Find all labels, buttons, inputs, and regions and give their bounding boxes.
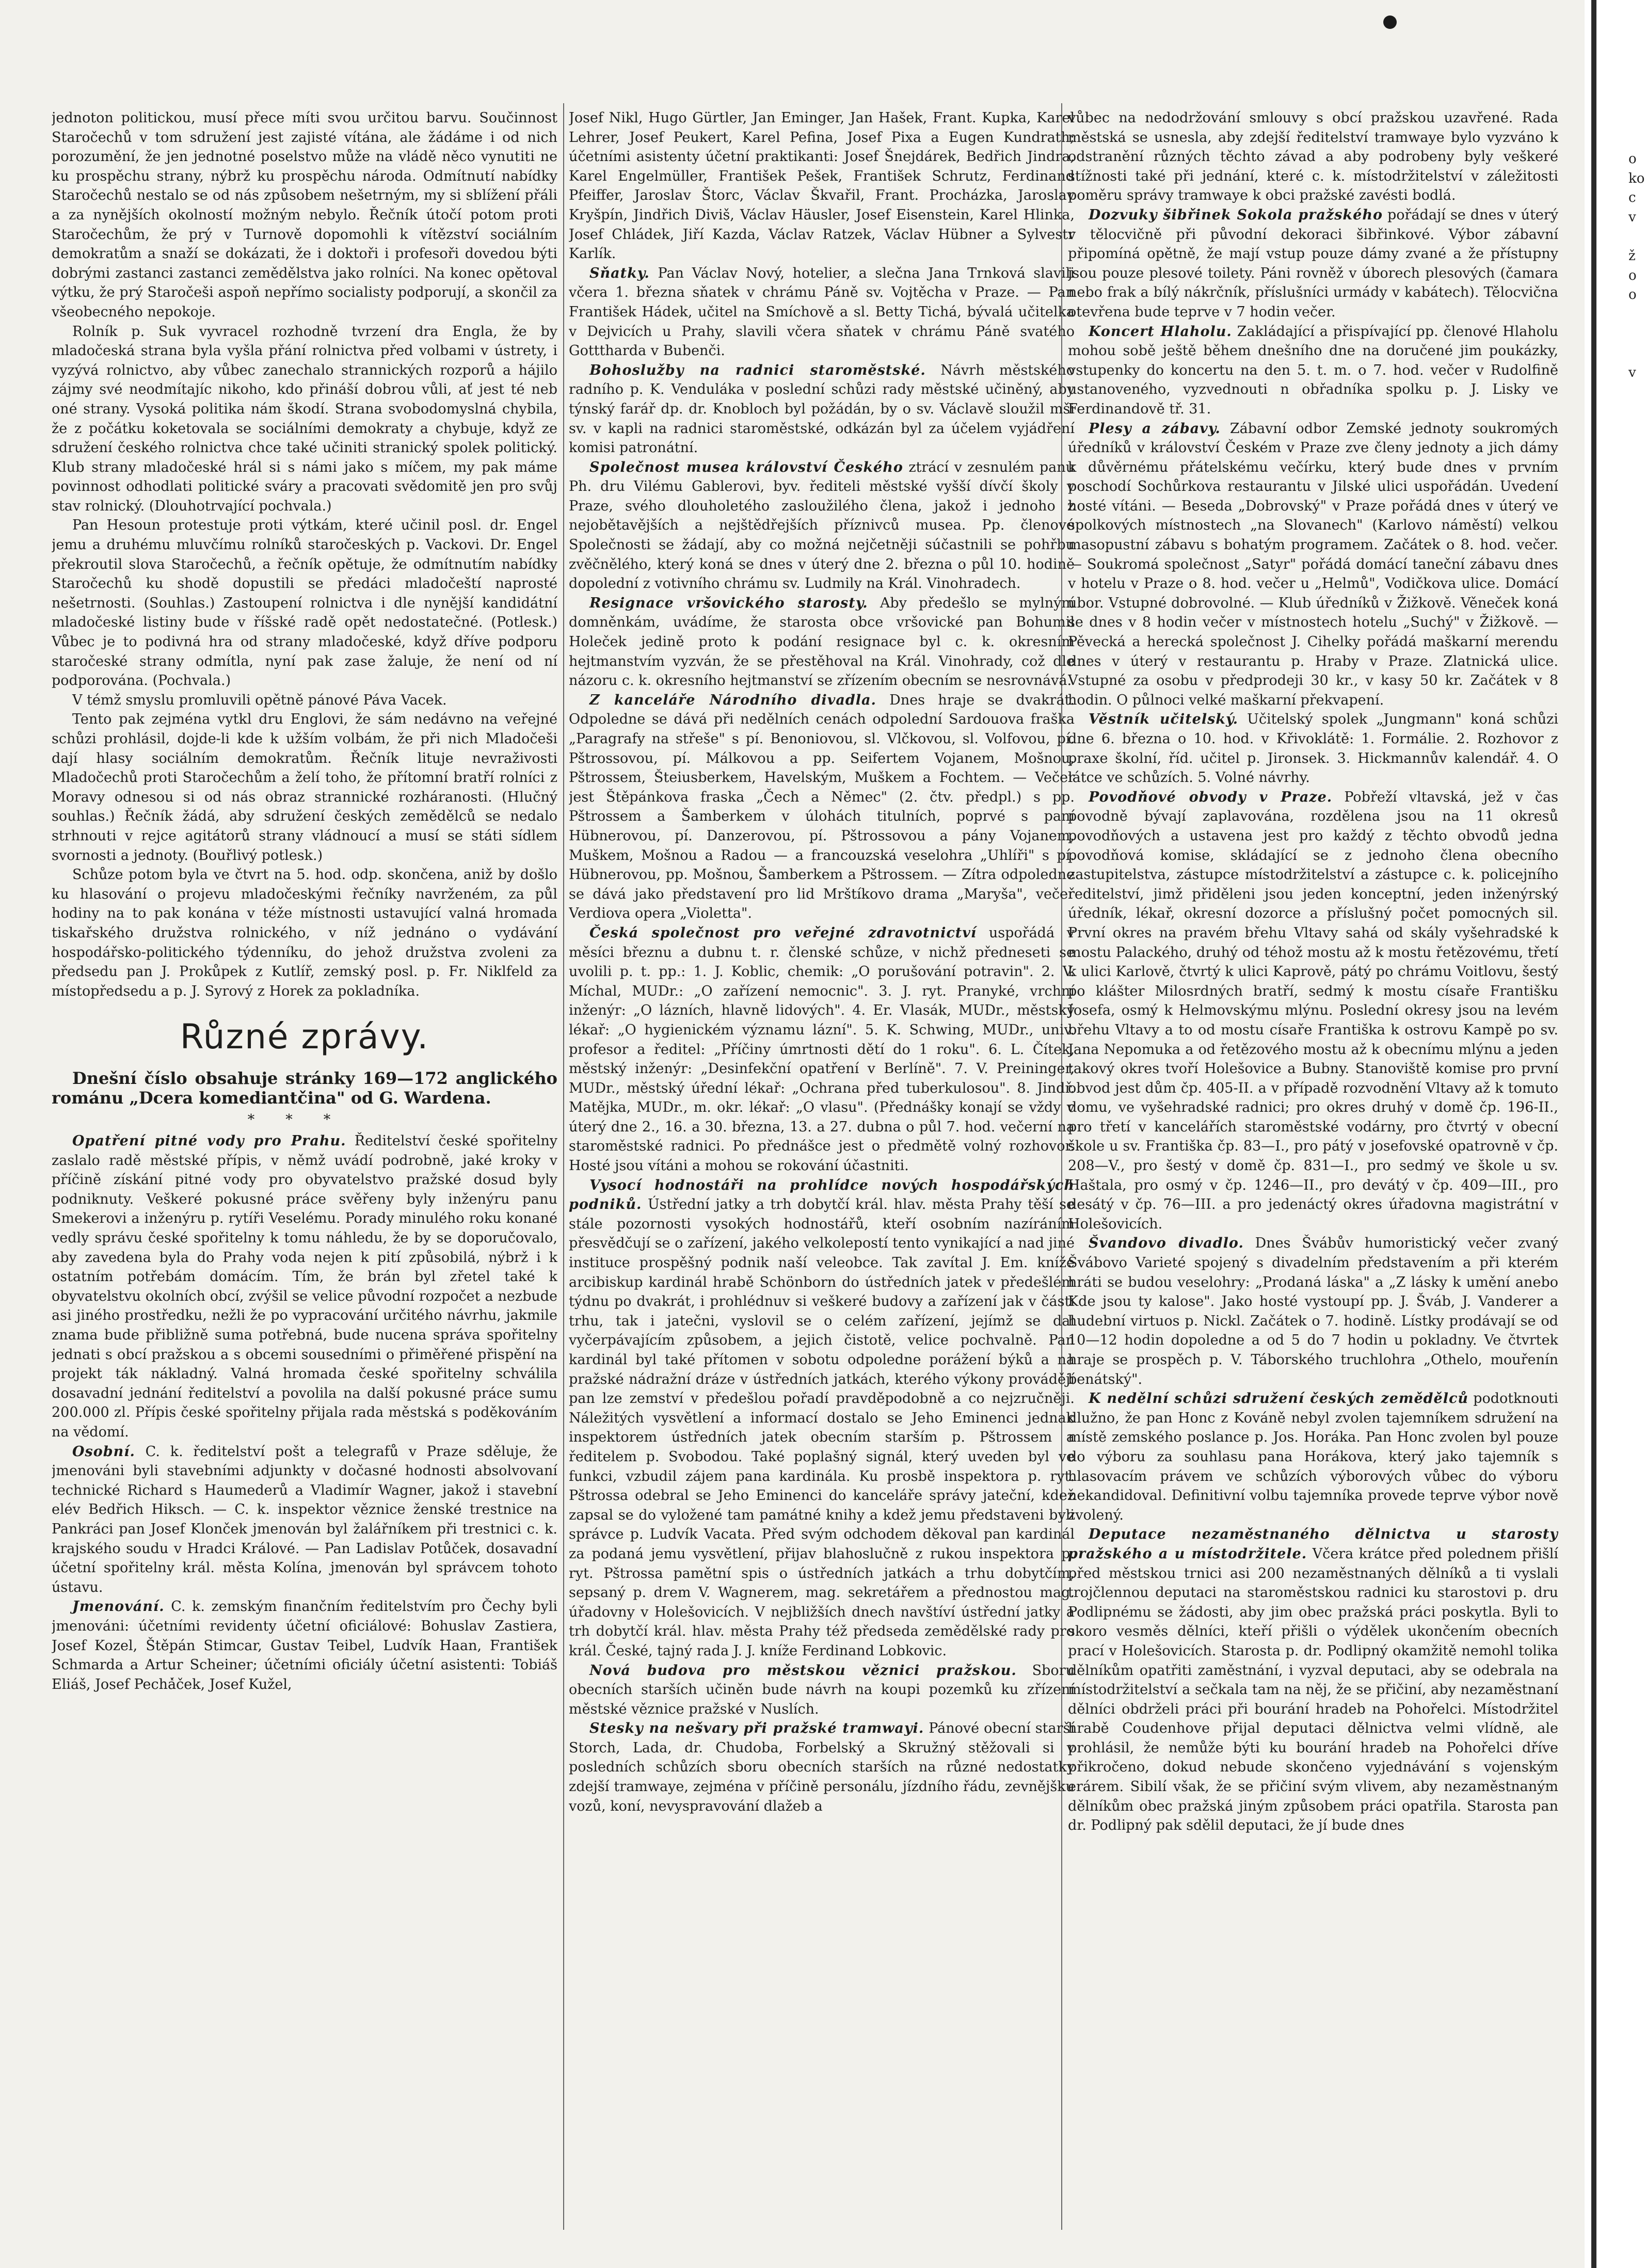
news-kicker: Sňatky. <box>589 265 650 281</box>
paragraph: Schůze potom byla ve čtvrt na 5. hod. odp. skončena, aniž by došlo ku hlasování o projevu mladočeskými řečníky navrženém, za půl hodiny na to pak konána v téže místnosti ustavující valná hromada tiskařského družstva rolnického, v níž jednáno o vydávání hospodářsko-politického týdenníku, do jehož družstva zvoleni za předsedu pan J. Prokůpek z Kutlíř, zemský posl. p. Fr. Niklfeld za místopředsedu a p. J. Syrový z Horek za pokladníka. <box>52 867 557 999</box>
news-body: Dnes Švábův humoristický večer zvaný Švábovo Varieté spojený s divadelním představením a při kterém hráti se budou veselohry: „Prodaná láska" a „Z lásky k umění anebo Kde jsou ty kalose". Jako hosté vystoupí pp. J. Šváb, J. Vanderer a hudební virtuos p. Nickl. Začátek o 7. hodině. Lístky prodávají se od 10—12 hodin dopoledne a od 5 do 7 hodin u pokladny. Ve čtvrtek hraje se prospěch p. V. Táborského truchlohra „Othelo, mouřenín benátský". <box>1068 1235 1558 1387</box>
binding-rule <box>1591 0 1596 2268</box>
news-body: Pan Václav Nový, hotelier, a slečna Jana Trnková slavili včera 1. března sňatek v chrámu Páně sv. Vojtěcha v Praze. — Pan František Hádek, učitel na Smíchově a sl. Betty Tichá, bývalá učitelka v Dejvicích u Prahy, slavili včera sňatek v chrámu Páně svatého Gotttharda v Bubenči. <box>569 265 1075 359</box>
news-kicker: Česká společnost pro veřejné zdravotnictví <box>589 924 977 941</box>
news-item <box>1068 710 1558 787</box>
news-body: Dnes hraje se dvakrát. Odpoledne se dává při nedělních cenách odpolední Sardouova fraška „Paragrafy na střeše" s pí. Benoniovou, sl. Vlčkovou, sl. Volfovou, pí. Pštrossovou, pí. Málkovou a pp. Seifertem Vojanem, Mošnou, Pštrossem, Šteiusberkem, Havelským, Muškem a Fochtem. — Večer jest Štěpánkova fraska „Čech a Němec" (2. čtv. předpl.) s pp. Pštrossem a Šamberkem v úlohách titulních, poprvé s paní Hübnerovou, pí. Danzerovou, pí. Pštrossovou a pány Vojanem, Muškem, Mošnou a Radou — a francouzská veselohra „Uhlíři" s pí. Hübnerovou, pp. Mošnou, Šamberkem a Pštrossem. — Zítra odpoledne se dává jako představení pro lid Mrštíkovo drama „Maryša", večer Verdiova opera „Violetta". <box>569 692 1075 922</box>
news-kicker: Deputace nezaměstnaného dělnictva u starosty pražského a u místodržitele. <box>1068 1526 1558 1562</box>
paragraph: vůbec na nedodržování smlouvy s obcí pražskou uzavřené. Rada městská se usnesla, aby zdejší ředitelství tramwaye bylo vyzváno k odstranění různých těchto závad a aby podrobeny byly veškeré stížnosti také při jednání, které c. k. místodržitelství v záležitosti poměru správy tramwaye k obci pražské zavésti bodlá. <box>1068 110 1558 204</box>
edge-letter: o <box>1628 287 1637 303</box>
news-kicker: Stesky na nešvary při pražské tramwayi. <box>589 1720 924 1737</box>
news-kicker: Dozvuky šibřinek Sokola pražského <box>1089 206 1383 223</box>
paragraph: jednoton politickou, musí přece míti svou určitou barvu. Součinnost Staročechů v tom sdružení jest zajisté vítána, ale žádáme i od nich porozumění, že jen jednotné poselstvo může na vládě něco vynutiti ne ku prospěchu strany, nýbrž ku prospěchu národa. Odmítnutí nabídky Staročechů nestalo se od nás způsobem nešetrným, my si sblížení přáli a za nynějších okolností možným nebylo. Řečník útočí potom proti Staročechům, že prý v Turnově dopomohli k vítězství sociálním demokratům a snaží se dokázati, že i doktoři i profesoři dovedou býti dobrými zastanci zastanci zemědělstva jako rolníci. Na konec opětoval výtku, že prý Staročeši aspoň nepřímo socialisty podporují, a skončil za všeobecného nepokoje. <box>52 110 557 320</box>
news-item <box>569 691 1075 923</box>
news-kicker: Nová budova pro městskou věznici pražskou. <box>589 1662 1017 1679</box>
edge-letter <box>1628 305 1646 325</box>
column-left <box>52 108 557 2230</box>
news-item <box>569 1719 1075 1816</box>
news-kicker: Společnost musea království Českého <box>589 459 903 475</box>
punch-hole <box>1383 15 1397 29</box>
news-item <box>569 361 1075 458</box>
news-body: C. k. zemským finančním ředitelstvím pro Čechy byli jmenováni: účetními revidenty účetní oficiálové: Bohuslav Zastiera, Josef Kozel, Štěpán Stimcar, Gustav Teibel, Ludvík Haan, František Schmarda a Artur Scheiner; účetními oficiály účetní asistenti: Tobiáš Eliáš, Josef Pechá̀ček, Josef Kužel, <box>52 1599 557 1692</box>
news-item <box>1068 1389 1558 1525</box>
news-kicker: Koncert Hlaholu. <box>1089 323 1232 340</box>
edge-letter: v <box>1628 209 1636 225</box>
news-body: Pánové obecní starší Storch, Lada, dr. Chudoba, Forbelský a Skružný stěžovali si v posledních schůzích sboru obecních starších na různé nedostatky zdejší tramwaye, zejména v příčině personálu, jízdního řádu, zevnějšku vozů, koní, nevyspravování dlažeb a <box>569 1720 1075 1814</box>
news-kicker: Švandovo divadlo. <box>1089 1235 1244 1252</box>
news-body: Zábavní odbor Zemské jednoty soukromých úředníků v království Českém v Praze zve členy jednoty a jich dámy k důvěrnému přátelskému večírku, který bude dnes v prvním poschodí Sochůrkova restaurantu v Jilské ulici uspořádán. Uvedení hosté vítáni. — Beseda „Dobrovský" v Praze pořádá dnes v úterý ve spolkových místnostech „na Slovanech" (Karlovo náměstí) velkou masopustní zábavu s bohatým programem. Začátek o 8. hod. večer. — Soukromá společnost „Satyr" pořádá domácí taneční zábavu dnes v hotelu v Praze o 8. hod. večer u „Helmů", Vodičkova ulice. Domácí úbor. Vstupné dobrovolné. — Klub úředníků v Žižkově. Věneček koná se dnes v 8 hodin večer v místnostech hotelu „Suchý" v Žižkově. — Pěvecká a herecká společnost J. Cihelky pořádá maškarní merendu dnes v úterý v restaurantu p. Hraby v Praze. Zlatnická ulice. Vstupné za osobu v předprodeji 30 kr., v kasy 50 kr. Začátek v 8 hodin. O půlnoci velké maškarní překvapení. <box>1068 420 1558 708</box>
news-item <box>52 1442 557 1598</box>
news-body: Ústřední jatky a trh dobytčí král. hlav. města Prahy těší se stále pozornosti vysokých hodnostářů, kteří osobním nazíráním přesvědčují se o zařízení, jakého velkolepostí tento vynikající a nad jiné instituce prospěšný podnik naší veleobce. Tak zavítal J. Em. kníže arcibiskup kardinál hrabě Schönborn do ústředních jatek v předešlém týdnu po dvakrát, i prohlédnuv si veškeré budovy a zařízení jak v části trhu, tak i jatečni, vyslovil se o celém zařízení, jejímž se dal vyčerpávajícím způsobem, a jejich čistotě, velice pochvalně. Pan kardinál byl také přítomen v sobotu odpoledne porážení býků a na pražské nádražní dráze v ústředních jatkách, kterého výkony provádějí pan lze zemství v předešlou pořadí pravděpodobně a co nejzručněji. Náležitých vysvětlení a informací dostalo se Jeho Eminenci jednak inspektorem ústředních jatek obecním starším p. Pštrossem a ředitelem p. Svobodou. Také poplašný signál, který uveden byl ve funkci, vzbudil zájem pana kardinála. Ku prosbě inspektora p. ryt. Pštrossa odebral se Jeho Eminenci do kanceláře správy jateční, kdež zapsal se do vyložené tam památné knihy a kdež jemu představeni byli správce p. Ludvík Vacata. Před svým odchodem děkoval pan kardinál za podaná jemu vysvětlení, přijav blahoslučně z rukou inspektora p. ryt. Pštrossa pamětní spis o ústředních jatkách a trhu dobytčím, sepsaný p. drem V. Wagnerem, mag. sekretářem a přednostou mag. úřadovny v Holešovicích. V nejbližších dnech navštíví ústřední jatky a trh dobytčí král. hlav. města Prahy též předseda zemědělské rady pro král. České, tajný rada J. J. kníže Ferdinand Lobkovic. <box>569 1196 1075 1659</box>
news-item <box>569 1661 1075 1719</box>
news-kicker: Bohoslužby na radnici staroměstské. <box>589 362 926 378</box>
paragraph: Rolník p. Suk vyvracel rozhodně tvrzení dra Engla, že by mladočeská strana byla vyšla přání rolnictva před volbami v ústrety, i vyzývá rolnictvo, aby vůbec zanechalo strannických rozporů a hájilo zájmy své neodmítajíc nikoho, kdo přináší dobrou vůli, ať jest té neb oné strany. Vysoká politika nám škodí. Strana svobodomyslná chybila, že z počátku koketovala se sociálními demokraty a chybuje, když ze sdružení českého rolnictva chce také učiniti stranický spolek politický. Klub strany mladočeské hrál si s námi jako s míčem, my pak máme povinnost odhodlati politické sváry a pracovati svědomitě jen pro svůj stav rolnický. (Dlouhotrvající pochvala.) <box>52 323 557 514</box>
news-kicker: Vysocí hodnostáři na prohlídce nových hospodářských podniků. <box>569 1177 1075 1213</box>
news-body: Učitelský spolek „Jungmann" koná schůzi dne 6. března o 10. hod. v Křivoklátě: 1. Formálie. 2. Rozhovor z praxe školní, říd. učitel p. Jironsek. 3. Hickmannův kalendář. 4. O látce ve schůzích. 5. Volné návrhy. <box>1068 711 1558 786</box>
news-kicker: Resignace vršovického starosty. <box>589 595 868 611</box>
news-kicker: Z kanceláře Národního divadla. <box>589 692 876 708</box>
edge-letter: ž <box>1628 248 1636 264</box>
news-item <box>1068 205 1558 322</box>
edge-letter <box>1628 324 1646 344</box>
edge-letter: v <box>1628 364 1636 380</box>
paragraph: V témž smyslu promluvili opětně pánové Páva Vacek. <box>72 692 447 708</box>
separator-stars: *** <box>247 1111 362 1128</box>
news-body: Sboru obecních starších učiněn bude návrh na koupi pozemků ku zřízení městské věznice pražské v Nuslích. <box>569 1662 1075 1717</box>
news-kicker: Osobní. <box>72 1443 135 1460</box>
news-item <box>1068 322 1558 419</box>
news-kicker: Povodňové obvody v Praze. <box>1089 789 1333 805</box>
news-body: pořádají se dnes v úterý v tělocvičně při původní dekoraci šibřinkové. Výbor zábavní připomíná opětně, že mají vstup pouze dámy zvané a že přístupny jsou pouze plesové toilety. Páni rovněž v úborech plesových (čamara nebo frak a bílý nákrčník, příslušníci urmády v kabátech). Tělocvična otevřena bude teprve v 7 hodin večer. <box>1068 206 1558 320</box>
news-body: podotknouti dlužno, že pan Honc z Kováně nebyl zvolen tajemníkem sdružení na místě zemského poslance p. Jos. Horáka. Pan Honc zvolen byl pouze do výboru za souhlasu pana Horákova, který jako tajemník s hlasovacím právem ve schůzích výborových vůbec do výboru nekandidoval. Definitivní volbu tajemníka provede teprve výbor nově zvolený. <box>1068 1391 1558 1523</box>
paragraph: Pan Hesoun protestuje proti výtkám, které učinil posl. dr. Engel jemu a druhému mluvčímu rolníků staročeských p. Vackovi. Dr. Engel překroutil slova Staročechů, a řečník opětuje, že odmítnutím nabídky Staročechů ku shodě dopustili se předáci mladočeští naprosté nešetrnosti. (Souhlas.) Zastoupení rolnictva i dle nynější kandidátní mladočeské listiny bude v říšské radě opět nedostatečné. (Potlesk.) Vůbec je to podivná hra od strany mladočeské, když dříve podporu staročeské strany odmítla, nyní pak zase žaluje, že není od ní podporována. (Pochvala.) <box>52 517 557 689</box>
news-body: ztrácí v zesnulém panu Ph. dru Vilému Gablerovi, byv. řediteli městské vyšší dívčí školy v Praze, svého dlouholetého zasloužilého člena, jakož i jednoho z nejobětavějších a nejštědřejších příznivců musea. Pp. členové Společnosti se žádají, aby co možná nejčetněji súčastnili se pohřbu zvěčnělého, který koná se dnes v úterý dne 2. března o půl 10. hodině dopolední z votivního chrámu sv. Ludmily na Král. Vinohradech. <box>569 459 1075 592</box>
news-body: Zakládající a přispívající pp. členové Hlaholu mohou sobě ještě během dnešního dne na doručené jim poukázky, vstupenky do koncertu na den 5. t. m. o 7. hod. večer v Rudolfině ustanoveného, vyzvednouti n obřadníka spolku p. J. Lisky ve Ferdinandově tř. 31. <box>1068 323 1558 417</box>
edge-letter: o <box>1628 267 1637 283</box>
news-item <box>52 1597 557 1694</box>
news-kicker: K nedělní schůzi sdružení českých zemědělců <box>1089 1391 1469 1407</box>
news-item <box>1068 1525 1558 1835</box>
news-item <box>569 458 1075 594</box>
news-kicker: Opatření pitné vody pro Prahu. <box>72 1133 346 1149</box>
news-item <box>569 1176 1075 1661</box>
news-item <box>1068 788 1558 1234</box>
news-item <box>1068 1234 1558 1389</box>
column-middle <box>569 108 1075 2230</box>
news-kicker: Věstník učitelský. <box>1089 711 1238 728</box>
edge-letter: o <box>1628 151 1637 167</box>
news-kicker: Plesy a zábavy. <box>1089 420 1221 437</box>
edge-letter <box>1628 344 1646 363</box>
news-item <box>569 594 1075 691</box>
edge-letter: ko <box>1628 170 1645 186</box>
column-right <box>1068 108 1558 2230</box>
news-body: C. k. ředitelství pošt a telegrafů v Praze sděluje, že jmenováni byli stavebními adjunkty v dočasné hodnosti absolvovaní technické Richard s Haumederů a Vladimír Wagner, jakož i stavební elév Bedřich Hiksch. — C. k. inspektor věznice ženské trestnice na Pankráci pan Josef Klonček jmenován byl žalářníkem při trestnici c. k. krajského soudu v Hradci Králové. — Pan Ladislav Potůček, dosavadní účetní spořitelny král. města Kolína, jmenován byl správcem tohoto ústavu. <box>52 1443 557 1595</box>
edge-letter: c <box>1628 190 1636 206</box>
news-body: uspořádá v měsíci březnu a dubnu t. r. členské schůze, v nichž předneseti se uvolili p. t. pp.: 1. J. Koblic, chemik: „O porušování potravin". 2. V. Míchal, MUDr.: „O zařízení nemocnic". 3. J. ryt. Pranyké, vrchní inženýr: „O lázních, hlavně lidových". 4. Er. Vlasák, MUDr., městský lékař: „O hygienickém významu lázní". 5. K. Schwing, MUDr., univ. profesor a ředitel: „Příčiny úmrtnosti dětí do 1 roku". 6. L. Čítek, městský inženýr: „Desinfekční opatření v Berlíně". 7. V. Preininger, MUDr., městský úřední lékař: „Ochrana před tuberkulosou". 8. Jindř. Matějka, MUDr., m. okr. lékař: „O vlasu". (Přednášky konají se vždy v úterý dne 2., 16. a 30. března, 13. a 27. dubna o půl 7. hod. večerní na staroměstské radnici. Po přednášce jest o předmětě volný rozhovor. Hosté jsou vítáni a mohou se rokování účastniti. <box>569 924 1075 1174</box>
paragraph: Tento pak zejména vytkl dru Englovi, že sám nedávno na veřejné schůzi prohlásil, dojde-li kde k užším volbám, že při nich Mladočeši dají hlasy sociálním demokratům. Řečník lituje nevraživosti Mladočechů proti Staročechům a želí toho, že přítomní bratří rolníci z Moravy odnesou si od nás obraz strannické rozháranosti. (Hlučný souhlas.) Řečník žádá, aby sdružení českých zemědělců se nedalo strhnouti v rejce agitátorů strany vládnoucí a musí se státi sídlem svornosti a jednoty. (Bouřlivý potlesk.) <box>52 711 557 864</box>
adjacent-page-text <box>1628 150 1646 382</box>
news-body: Včera krátce před polednem přišlí před městskou trnici asi 200 nezaměstnaných dělníků a ti vyslali trojčlennou deputaci na staroměstskou radnici ku starostovi p. dru Podlipnému se žádosti, aby jim obec pražská práci poskytla. Byli to skoro vesměs dělníci, kteří přišli o výdělek ukončením obecních prací v Holešovicích. Starosta p. dr. Podlipný okamžitě nemohl tolika dělníkům opatřiti zaměstnání, i vyzval deputaci, aby se odebrala na místodržitelství a sečkala tam na něj, že se přičiní, aby nezaměstnaní dělníci obdrželi práci při bourání hradeb na Pohořelci. Místodržitel hrabě Coudenhove přijal deputaci dělnictva velmi vlídně, ale prohlásil, že nemůže býti ku bourání hradeb na Pohořelci dříve přikročeno, dokud nebude skončeno vyjednávání s vojenským erárem. Sibilí však, že se přičiní svým vlivem, aby nezaměstnaným dělníkům obec pražská jiným způsobem práci opatřila. Starosta pan dr. Podlipný pak sdělil deputaci, že jí bude dnes <box>1068 1545 1558 1834</box>
news-item <box>52 1131 557 1442</box>
news-body: Pobřeží vltavská, jež v čas povodně bývají zaplavována, rozdělena jsou na 11 okresů povodňových a ustavena jest pro každý z těchto obvodů jedna povodňová komise, skládající se z jednoho člena obecního zastupitelstva, zástupce místodržitelství a zástupce c. k. policejního ředitelství, jimž přiděleni jsou jeden konceptní, jeden inženýrský úředník, lékař, okresní dozorce a příslušný počet pomocných sil. První okres na pravém břehu Vltavy sahá od skály vyšehradské k mostu Palackého, druhý od téhož mostu až k mostu řetězovému, třetí k ulici Karlově, čtvrtý k ulici Kaprově, pátý po chrámu Voitlovu, šestý po klášter Milosrdných bratří, sedmý k mostu císaře Františku Josefa, osmý k Helmovskýmu mlýnu. Poslední okresy jsou na levém břehu Vltavy a to od mostu císaře Františka k ostrovu Kampě po sv. Jana Nepomuka a od řetězového mostu až k obecnímu mlýnu a jeden takový okres tvoří Holešovice a Bubny. Stanoviště komise pro první obvod jest dům čp. 405-II. a v případě rozvodnění Vltavy až k tomuto domu, ve vyšehradské radnici; pro okres druhý v domě čp. 196-II., pro třetí v kancelářích staroměstské vodárny, pro čtvrtý v obecní škole u sv. Františka čp. 83—I., pro pátý v josefovské opatrovně v čp. 208—V., pro šestý v domě čp. 831—I., pro sedmý ve škole u sv. Haštala, pro osmý v čp. 1246—II., pro devátý v čp. 409—III., pro desátý v čp. 76—III. a pro jedenáctý okres úřadovna magistrátní v Holešovicích. <box>1068 789 1558 1232</box>
paragraph: Josef Nikl, Hugo Gürtler, Jan Eminger, Jan Hašek, Frant. Kupka, Karel Lehrer, Josef Peukert, Karel Pefina, Josef Pixa a Eugen Kundrath; účetními asistenty účetní praktikanti: Josef Šnejdárek, Bedřich Jindra, Karel Engelmüller, František Pešek, František Schrutz, Ferdinand Pfeiffer, Jaroslav Štorc, Václav Škvařil, Frant. Procházka, Jaroslav Kryšpín, Jindřich Diviš, Václav Häusler, Josef Eisenstein, Karel Hlinka, Josef Chládek, Jiří Kazda, Václav Ratzek, Václav Hübner a Sylvestr Karlík. <box>569 110 1075 262</box>
news-item <box>1068 419 1558 710</box>
news-body: Návrh městského radního p. K. Venduláka v poslední schůzi rady městské učiněný, aby týnský farář dp. dr. Knobloch byl požádán, by o sv. Václavě sloužil mši sv. v kapli na radnici staroměstské, odkázán byl za účelem vyjádření komisi patronátní. <box>569 362 1075 456</box>
section-heading: Různé zprávy. <box>180 1017 429 1057</box>
news-item <box>569 264 1075 361</box>
news-body: Ředitelství české spořitelny zaslalo radě městské přípis, v němž uvádí podrobně, jaké kroky v příčině získání pitné vody pro obyvatelstvo pražské dosud byly podniknuty. Veškeré pokusné práce svěřeny byly inženýru panu Smekerovi a inženýru p. rytíři Veselému. Porady minulého roku konané vedly správu české spořitelny k tomu náhledu, že by se doporučovalo, aby zavedena byla do Prahy voda nejen k pití způsobilá, nýbrž i k ostatním potřebám domácím. Tím, že brán byl zřetel také k obyvatelstvu okolních obcí, zvýšil se velice původní rozpočet a nezbude asi jiného prostředku, nežli že po vypracování určitého návrhu, jakmile znama bude přibližně suma potřebná, bude nucena správa spořitelny jednati s obcí pražskou a s obcemi sousedními o přiměřené přispění na projekt ták nákladný. Valná hromada české spořitelny schválila dosavadní jednání ředitelství a povolila na další pokusné práce sumu 200.000 zl. Přípis české spořitelny přijala rada městská s poděkováním na vědomí. <box>52 1133 557 1440</box>
news-body: Aby předešlo se mylným domněnkám, uvádíme, že starosta obce vršovické pan Bohumil Holeček jedině proto k podání resignace byl c. k. okresním hejtmanstvím vyzván, že se přestěhoval na Král. Vinohrady, což dle názoru c. k. okresního hejtmanství se zřízením obecním se nesrovnává. <box>569 595 1075 689</box>
edge-letter <box>1628 227 1646 247</box>
news-kicker: Jmenování. <box>72 1599 165 1615</box>
column-rule <box>563 103 564 2230</box>
news-item <box>569 923 1075 1176</box>
notice-paragraph: Dnešní číslo obsahuje stránky 169—172 anglického románu „Dcera komediantčina" od G. Wardena. <box>52 1068 557 1108</box>
